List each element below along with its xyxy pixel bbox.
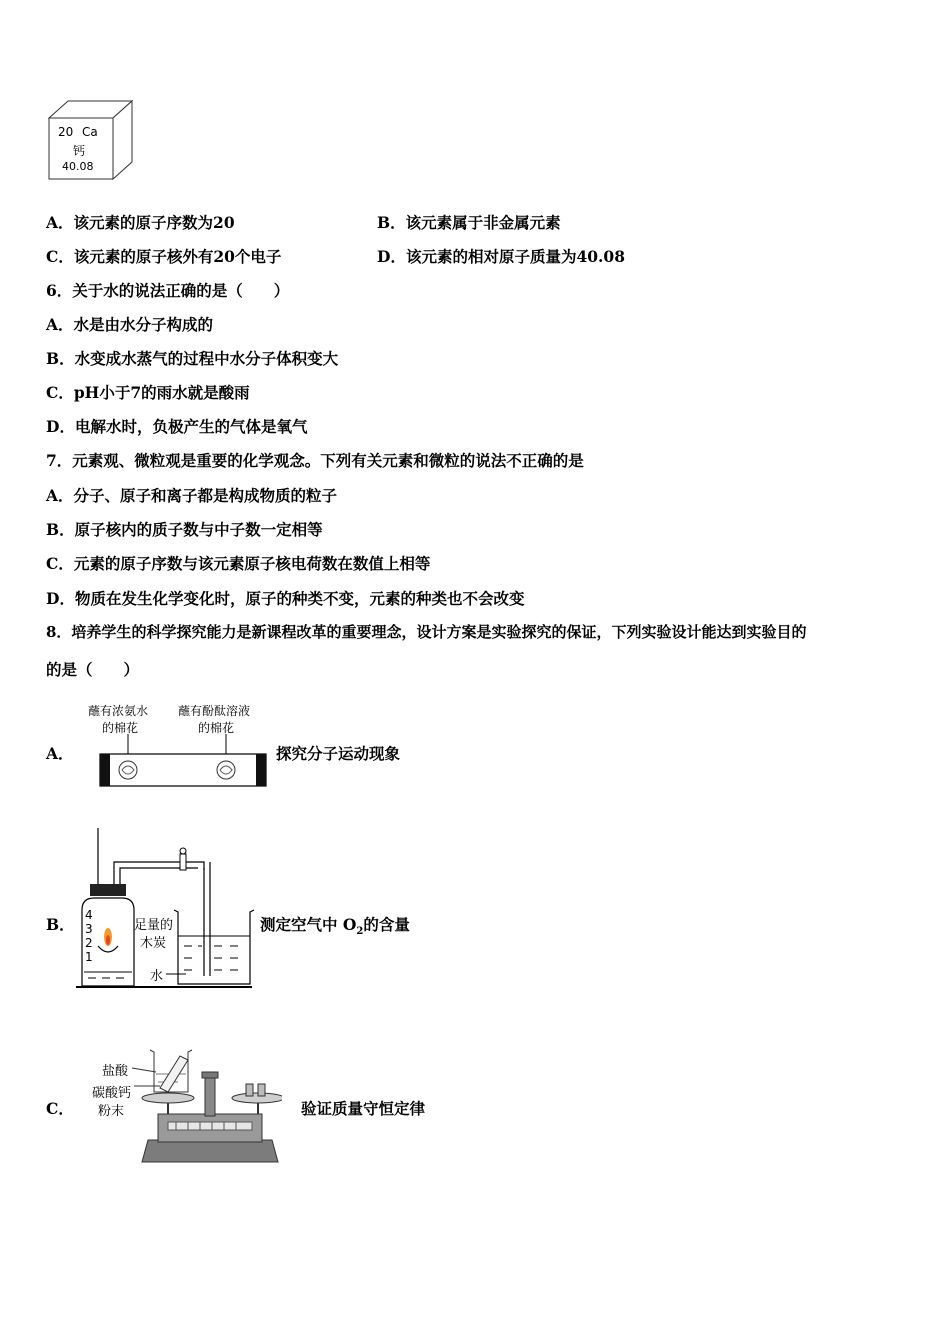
q8-b-letter: B． (46, 915, 75, 934)
q8-b-label-charcoal1: 足量的 (134, 918, 174, 933)
q6-option-b: B．水变成水蒸气的过程中水分子体积变大 (46, 349, 339, 368)
q8-b-label-charcoal2: 木炭 (140, 936, 167, 951)
q7-option-a: A．分子、原子和离子都是构成物质的粒子 (46, 486, 338, 505)
q8-c-letter: C． (46, 1099, 74, 1118)
q8-c-figure (88, 1044, 282, 1164)
q6-option-c: C．pH小于7的雨水就是酸雨 (46, 383, 250, 402)
q8-a-letter: A． (46, 744, 74, 763)
q8-stem-line2: 的是（ ） (46, 660, 140, 679)
q8-c-label-acid: 盐酸 (102, 1064, 129, 1079)
q8-a-desc: 探究分子运动现象 (276, 744, 401, 763)
q7-option-d: D．物质在发生化学变化时，原子的种类不变，元素的种类也不会改变 (46, 589, 525, 608)
q6-stem: 6．关于水的说法正确的是（ ） (46, 281, 290, 300)
q7-option-b: B．原子核内的质子数与中子数一定相等 (46, 520, 323, 539)
q5-option-c: C．该元素的原子核外有20个电子 (46, 247, 282, 266)
q5-option-a: A．该元素的原子序数为20 (46, 213, 235, 232)
q5-option-b: B．该元素属于非金属元素 (377, 213, 561, 232)
q8-b-desc: 测定空气中 $O_2$的含量 (260, 915, 410, 938)
q6-option-d: D．电解水时，负极产生的气体是氧气 (46, 417, 308, 436)
q8-a-label-left: 蘸有浓氨水 (88, 704, 149, 718)
q8-a-label-right: 蘸有酚酞溶液 (178, 704, 251, 718)
q8-stem-line1: 8．培养学生的科学探究能力是新课程改革的重要理念，设计方案是实验探究的保证，下列实验设计能达到实验目的 (46, 623, 807, 641)
element-name: 钙 (73, 144, 86, 158)
q7-stem: 7．元素观、微粒观是重要的化学观念。下列有关元素和微粒的说法不正确的是 (46, 451, 584, 470)
element-number: 20 (58, 125, 74, 139)
q8-a-label-left2: 的棉花 (102, 721, 139, 735)
q8-b-figure (74, 826, 256, 990)
q8-a-label-right2: 的棉花 (198, 721, 235, 735)
q8-c-label-caco3: 碳酸钙 (92, 1086, 132, 1101)
q8-c-desc: 验证质量守恒定律 (301, 1099, 426, 1118)
q8-a-tube-svg (88, 700, 278, 792)
element-symbol: Ca (82, 125, 98, 139)
q5-option-d: D．该元素的相对原子质量为40.08 (377, 247, 625, 266)
element-mass: 40.08 (62, 160, 94, 173)
q8-c-label-powder: 粉末 (98, 1104, 125, 1119)
element-card-figure (46, 98, 136, 188)
q7-option-c: C．元素的原子序数与该元素原子核电荷数在数值上相等 (46, 554, 431, 573)
q8-b-label-water: 水 (150, 969, 164, 984)
q8-a-figure (88, 700, 278, 792)
q8-b-scale: 4 3 2 1 (85, 908, 93, 964)
q8-b-apparatus-svg (74, 826, 256, 990)
q6-option-a: A．水是由水分子构成的 (46, 315, 214, 334)
